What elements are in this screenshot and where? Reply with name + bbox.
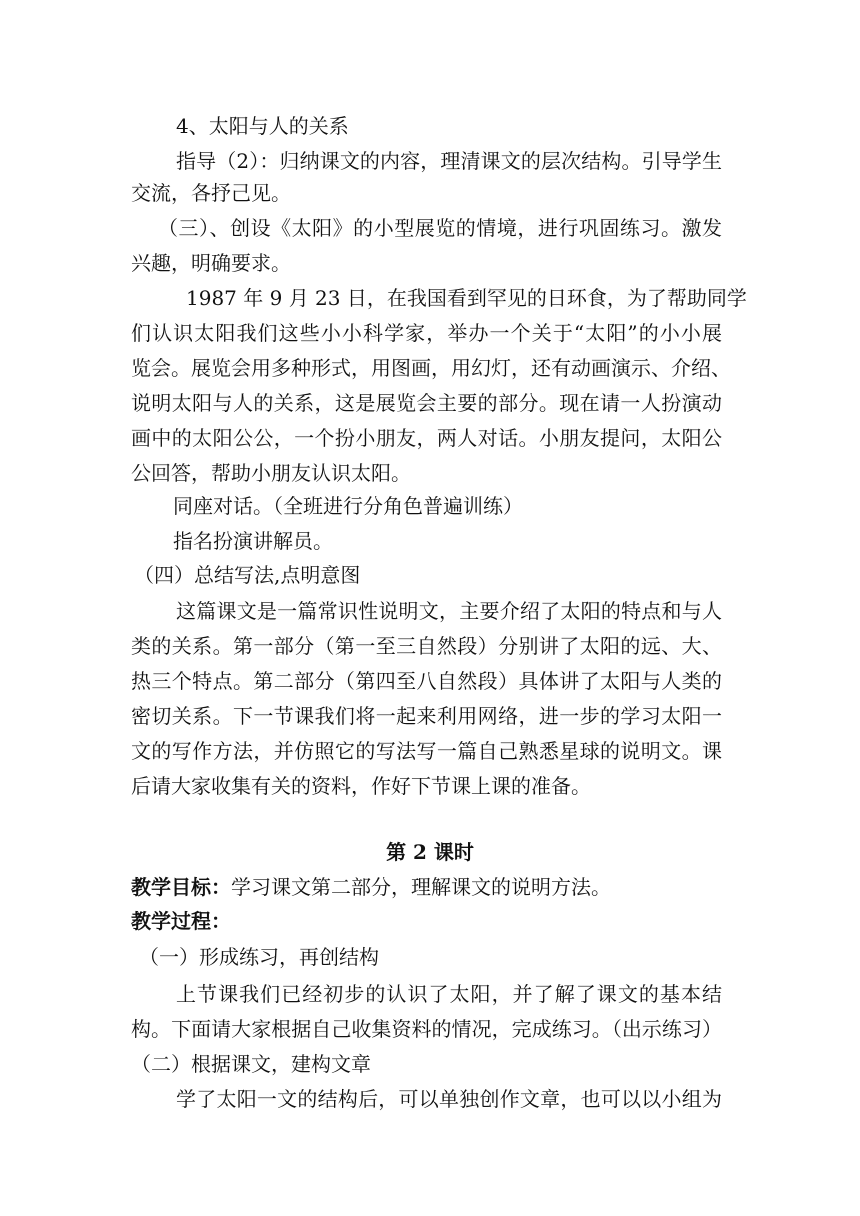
- paragraph-heading: （二）根据课文，建构文章: [131, 1052, 371, 1076]
- paragraph-line: 文的写作方法，并仿照它的写法写一篇自己熟悉星球的说明文。课: [131, 739, 722, 763]
- paragraph-line: 同座对话。（全班进行分角色普遍训练）: [173, 494, 523, 518]
- paragraph-line: 热三个特点。第二部分（第四至八自然段）具体讲了太阳与人类的: [131, 669, 722, 693]
- paragraph-heading: （四）总结写法,点明意图: [134, 563, 361, 587]
- paragraph-line: 兴趣，明确要求。: [131, 251, 291, 275]
- paragraph-line: 们认识太阳我们这些小小科学家，举办一个关于“太阳”的小小展: [131, 321, 722, 345]
- lesson-title: 第 2 课时: [386, 840, 474, 864]
- paragraph-line: 类的关系。第一部分（第一至三自然段）分别讲了太阳的远、大、: [131, 634, 722, 658]
- paragraph-line: 密切关系。下一节课我们将一起来利用网络，进一步的学习太阳一: [131, 704, 722, 728]
- paragraph-line: 1987 年 9 月 23 日，在我国看到罕见的日环食，为了帮助同学: [186, 286, 747, 310]
- paragraph-line: 交流，各抒己见。: [131, 181, 291, 205]
- teaching-goal-text: 学习课文第二部分，理解课文的说明方法。: [231, 875, 611, 899]
- paragraph-line: 后请大家收集有关的资料，作好下节课上课的准备。: [131, 774, 591, 798]
- paragraph-line: 指名扮演讲解员。: [173, 529, 333, 553]
- teaching-process-label: 教学过程：: [131, 909, 231, 933]
- paragraph-line: 构。下面请大家根据自己收集资料的情况，完成练习。（出示练习）: [131, 1017, 722, 1041]
- paragraph-heading: （一）形成练习，再创结构: [139, 945, 379, 969]
- paragraph-line: 说明太阳与人的关系，这是展览会主要的部分。现在请一人扮演动: [131, 391, 722, 415]
- paragraph-line: 览会。展览会用多种形式，用图画，用幻灯，还有动画演示、介绍、: [131, 356, 731, 380]
- paragraph-line: 上节课我们已经初步的认识了太阳，并了解了课文的基本结: [176, 982, 722, 1006]
- paragraph-line: 画中的太阳公公，一个扮小朋友，两人对话。小朋友提问，太阳公: [131, 426, 722, 450]
- paragraph-line: 4、太阳与人的关系: [176, 114, 349, 138]
- paragraph-line: 这篇课文是一篇常识性说明文，主要介绍了太阳的特点和与人: [176, 599, 722, 623]
- paragraph-line: 公回答，帮助小朋友认识太阳。: [131, 461, 411, 485]
- paragraph-line: 学了太阳一文的结构后，可以单独创作文章，也可以以小组为: [176, 1087, 722, 1111]
- teaching-goal-label: 教学目标：: [131, 875, 231, 899]
- paragraph-line: （三）、创设《太阳》的小型展览的情境，进行巩固练习。激发: [158, 216, 722, 240]
- teaching-goal: [131, 874, 611, 900]
- paragraph-line: 指导（2）：归纳课文的内容，理清课文的层次结构。引导学生: [176, 149, 722, 173]
